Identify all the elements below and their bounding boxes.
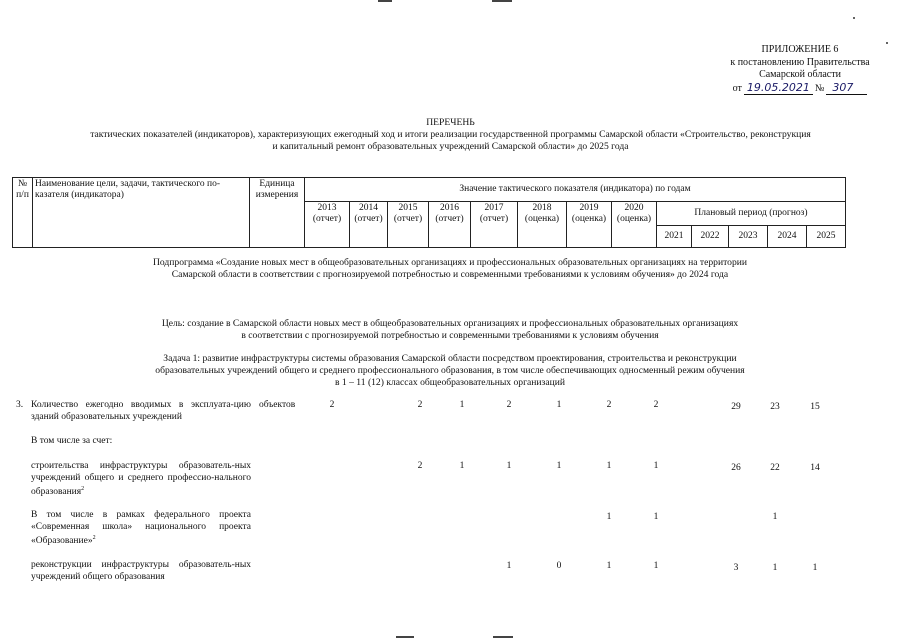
- cell-r3-2020: 1: [653, 461, 659, 471]
- cell-r1-2022: 29: [731, 402, 741, 412]
- appendix-header: [700, 44, 900, 95]
- title-heading: ПЕРЕЧЕНЬ: [426, 117, 475, 128]
- row-label-including: В том числе за счет:: [31, 436, 113, 446]
- year-header-2020: 2020 (оценка): [612, 202, 657, 248]
- scan-mark: [378, 0, 392, 2]
- year-header-2018: 2018 (оценка): [518, 202, 567, 248]
- cell-r5-2020: 1: [653, 561, 659, 571]
- indicator-table-header: [12, 177, 846, 248]
- scan-mark: [492, 0, 512, 2]
- cell-r4-2023: 1: [772, 512, 778, 522]
- year-header-2013: 2013 (отчет): [305, 202, 350, 248]
- cell-r1-2013: 2: [329, 400, 335, 410]
- appendix-line2: Самарской области: [759, 69, 841, 80]
- cell-r1-2016: 1: [459, 400, 465, 410]
- task-text: Задача 1: развитие инфраструктуры системы образования Самарской области посредством проектирования, строительства и реконструкции образовательных учреждений общего и среднего профессионального образования, в том числе обеспечивающих односменный режим обучения в 1 – 11 (12) классах общеобразовательных организаций: [155, 353, 745, 388]
- cell-r5-2024: 1: [812, 563, 818, 573]
- handwritten-date: 19.05.2021: [744, 82, 813, 96]
- cell-r5-2018: 0: [556, 561, 562, 571]
- document-title: [30, 117, 871, 153]
- row-label-total: Количество ежегодно вводимых в эксплуата-цию зданий образовательных учреждений: [31, 400, 251, 422]
- cell-r3-2015: 2: [417, 461, 423, 471]
- plan-year-2022: 2022: [692, 226, 729, 248]
- year-header-2016: 2016 (отчет): [429, 202, 471, 248]
- cell-r3-2017: 1: [506, 461, 512, 471]
- cell-r1-2015: 2: [417, 400, 423, 410]
- cell-r3-2019: 1: [606, 461, 612, 471]
- handwritten-number: 307: [826, 82, 867, 96]
- row-label-reconstruction: реконструкции инфраструктуры образователь-ных учреждений общего образования: [31, 560, 251, 582]
- cell-r1-2024: 15: [810, 402, 820, 412]
- plan-year-2021: 2021: [657, 226, 692, 248]
- scan-mark: [493, 636, 513, 638]
- plan-year-2024: 2024: [768, 226, 807, 248]
- cell-r5-2019: 1: [606, 561, 612, 571]
- row-label-construction: строительства инфраструктуры образователь-ных учреждений общего и среднего профессио-нального образования$^2$: [31, 461, 251, 498]
- cell-r4-2020: 1: [653, 512, 659, 522]
- row-number: 3.: [16, 400, 24, 410]
- cell-r3-2024: 14: [810, 463, 820, 473]
- scan-mark: [396, 636, 414, 638]
- cell-r3-2016: 1: [459, 461, 465, 471]
- cell-r3-2022: 26: [731, 463, 741, 473]
- plan-year-2023: 2023: [729, 226, 768, 248]
- cell-r1-2023: 23: [770, 402, 780, 412]
- col-number-header: № п/п: [13, 178, 33, 248]
- cell-r3-2023: 22: [770, 463, 780, 473]
- date-prefix: от: [732, 82, 742, 94]
- year-header-2014: 2014 (отчет): [350, 202, 388, 248]
- appendix-line1: к постановлению Правительства: [730, 56, 870, 68]
- scan-dot: [853, 17, 855, 19]
- title-line2: и капитальный ремонт образовательных учреждений Самарской области» до 2025 года: [272, 141, 629, 152]
- col-unit-header: Единица измерения: [250, 178, 305, 248]
- cell-r1-2017: 2: [506, 400, 512, 410]
- cell-r4-2019: 1: [606, 512, 612, 522]
- cell-r5-2022: 3: [733, 563, 739, 573]
- year-header-2019: 2019 (оценка): [567, 202, 612, 248]
- plan-year-2025: 2025: [807, 226, 846, 248]
- goal-text: Цель: создание в Самарской области новых мест в общеобразовательных организациях и профессиональных образовательных организациях в соответствии с прогнозируемой потребностью и современными требованиями к условиям обучения: [161, 318, 739, 341]
- col-name-header: Наименование цели, задачи, тактического по-казателя (индикатора): [33, 178, 250, 248]
- appendix-title: ПРИЛОЖЕНИЕ 6: [761, 44, 839, 55]
- number-sign: №: [814, 82, 825, 94]
- cell-r5-2023: 1: [772, 563, 778, 573]
- row-unit: объектов: [259, 400, 296, 410]
- col-values-header: Значение тактического показателя (индикатора) по годам: [305, 178, 846, 202]
- appendix-signature-line: [700, 82, 900, 96]
- year-header-2017: 2017 (отчет): [471, 202, 518, 248]
- cell-r1-2019: 2: [606, 400, 612, 410]
- title-line1: тактических показателей (индикаторов), характеризующих ежегодный ход и итоги реализации государственной программы Самарской области «Строительство, реконструкция: [90, 129, 811, 140]
- cell-r1-2018: 1: [556, 400, 562, 410]
- plan-period-header: Плановый период (прогноз): [657, 202, 846, 226]
- subprogram-title: Подпрограмма «Создание новых мест в общеобразовательных организациях и профессиональных образовательных организациях на территории Самарской области в соответствии с прогнозируемой потребностью и современными требованиями к условиям обучения» до 2024 года: [152, 257, 748, 280]
- cell-r5-2017: 1: [506, 561, 512, 571]
- row-label-federal-project: В том числе в рамках федерального проекта «Современная школа» национального проекта «Образование»$^2$: [31, 510, 251, 547]
- cell-r1-2020: 2: [653, 400, 659, 410]
- year-header-2015: 2015 (отчет): [388, 202, 429, 248]
- cell-r3-2018: 1: [556, 461, 562, 471]
